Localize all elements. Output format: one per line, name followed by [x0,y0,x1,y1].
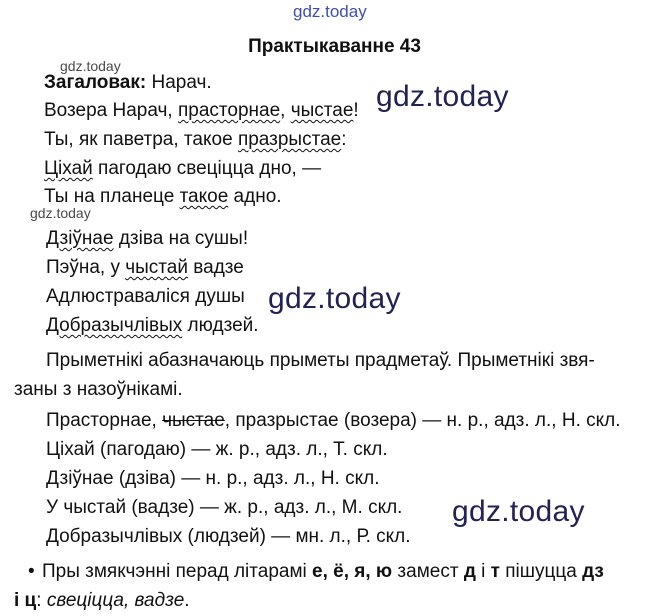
watermark-small: gdz.today [30,205,91,221]
adjective-underlined: Добразычлівых [46,315,183,336]
poem-heading-line [44,72,212,94]
text-span: , [280,100,291,121]
poem-line [44,186,282,208]
text-span: чыстае [162,410,225,431]
text-span: Ты на планеце [44,186,180,207]
adjective-underlined: празрыстае [237,129,342,150]
poem-line [46,257,244,279]
poem-line [46,228,248,250]
bullet-icon: • [28,561,35,582]
text-span: т [490,561,500,582]
adjective-underlined: прасторнае [177,100,281,121]
note-line [14,590,190,612]
text-span: : [341,129,347,150]
adjective-underlined: чыстай [125,257,188,278]
text-span: людзей. [182,315,259,336]
text-span: Пры змякчэнні перад літарамі [42,561,313,582]
analysis-line: Дзіўнае (дзіва) — н. р., адз. л., Н. скл. [46,468,380,489]
explanation-paragraph-line: Прыметнікі абазначаюць прыметы прадметаў. Прыметнікі звя- [46,350,595,371]
text-span: д [463,561,476,582]
analysis-line: У чыстай (вадзе) — ж. р., адз. л., М. скл. [46,497,403,518]
text-span: : [36,590,47,611]
explanation-paragraph-line: заны з назоўнікамі. [14,379,183,400]
analysis-line: Добразычлівых (людзей) — мн. л., Р. скл. [46,526,411,547]
text-span: Прасторнае, [46,410,163,431]
text-span: пагодаю свеціцца дно, — [92,158,322,179]
text-span: свеціцца, вадзе [46,590,185,611]
text-span: , празрыстае (возера) — н. р., адз. л., Н. скл. [224,410,621,431]
text-span: пішуцца [499,561,583,582]
adjective-underlined: чыстае [290,100,354,121]
text-span: і ц [14,590,37,611]
watermark-large: gdz.today [268,282,401,315]
text-span: . [184,590,190,611]
text-span: дз [582,561,604,582]
text-span: і [475,561,491,582]
heading-label: Загаловак: [44,72,147,93]
text-span: дзіва на сушы! [113,228,249,249]
poem-line [44,129,347,151]
text-span: Пэўна, у [46,257,126,278]
note-line [28,561,604,583]
text-span: Возера Нарач, [44,100,178,121]
text-span: вадзе [187,257,244,278]
adjective-underlined: Ціхай [44,158,93,179]
analysis-line [46,410,621,432]
watermark-small: gdz.today [60,58,121,74]
analysis-line: Ціхай (пагодаю) — ж. р., адз. л., Т. скл. [46,439,388,460]
watermark-large: gdz.today [452,495,585,528]
watermark-large: gdz.today [376,80,509,113]
text-span: е, ё, я, ю [312,561,393,582]
poem-line [44,100,359,122]
text-span: Адлюстраваліся душы [46,286,245,307]
watermark-top: gdz.today [293,2,367,21]
text-span: адно. [228,186,282,207]
poem-line [46,315,259,337]
exercise-title: Практыкаванне 43 [248,36,421,57]
heading-value: Нарач. [146,72,212,93]
text-span: ! [353,100,359,121]
text-span: замест [392,561,464,582]
adjective-underlined: такое [179,186,229,207]
text-span: Ты, як паветра, такое [44,129,238,150]
adjective-underlined: Дзіўнае [46,228,114,249]
poem-line [44,158,321,180]
poem-line [46,286,245,308]
